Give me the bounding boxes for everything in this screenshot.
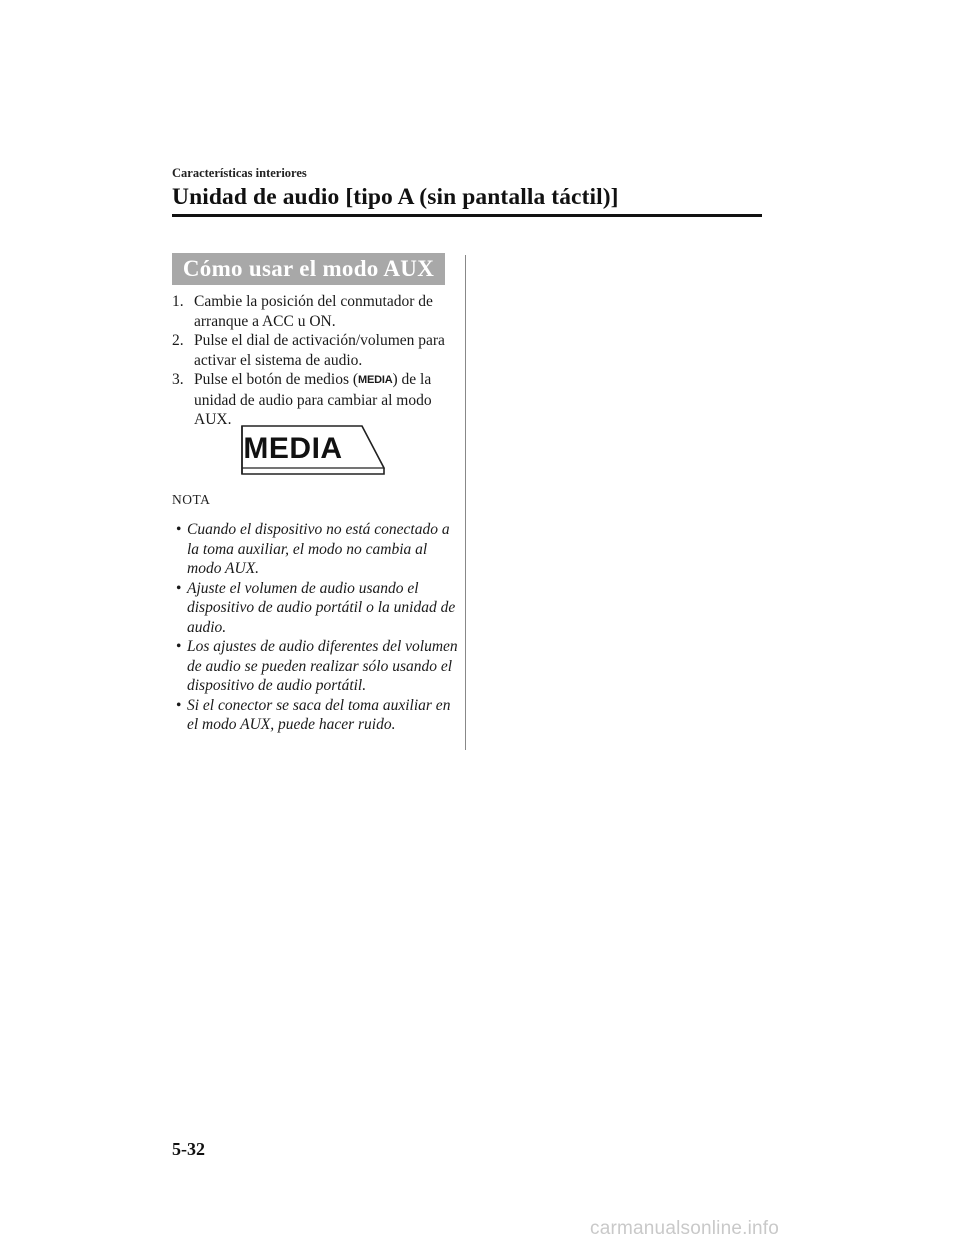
bullet-icon: • bbox=[176, 696, 182, 714]
media-inline-icon: MEDIA bbox=[358, 374, 393, 386]
watermark: carmanualsonline.info bbox=[590, 1218, 780, 1239]
step-text-before: Pulse el botón de medios ( bbox=[194, 371, 359, 388]
step-number: 1. bbox=[172, 293, 184, 310]
media-button-label: MEDIA bbox=[243, 432, 343, 465]
step-item bbox=[172, 292, 457, 331]
step-item bbox=[172, 370, 457, 430]
nota-item bbox=[176, 579, 461, 638]
step-number: 2. bbox=[172, 332, 184, 349]
nota-text: Los ajustes de audio diferentes del volumen de audio se pueden realizar sólo usando el dispositivo de audio portátil. bbox=[187, 638, 458, 694]
step-item bbox=[172, 331, 457, 370]
bullet-icon: • bbox=[176, 579, 182, 597]
media-button-icon bbox=[228, 424, 388, 482]
nota-text: Cuando el dispositivo no está conectado a la toma auxiliar, el modo no cambia al modo AUX. bbox=[187, 521, 450, 577]
step-number: 3. bbox=[172, 371, 184, 388]
section-header: Cómo usar el modo AUX bbox=[172, 253, 445, 285]
nota-text: Si el conector se saca del toma auxiliar en el modo AUX, puede hacer ruido. bbox=[187, 696, 451, 733]
step-text: Cambie la posición del conmutador de arranque a ACC u ON. bbox=[194, 293, 433, 330]
nota-label: NOTA bbox=[172, 492, 211, 507]
title-rule bbox=[172, 214, 762, 217]
step-text: Pulse el dial de activación/volumen para activar el sistema de audio. bbox=[194, 332, 445, 369]
step-text-after: ) de la unidad de audio para cambiar al modo AUX. bbox=[194, 371, 432, 428]
steps-list bbox=[172, 292, 457, 430]
page-number: 5-32 bbox=[172, 1139, 205, 1159]
bullet-icon: • bbox=[176, 638, 182, 655]
nota-text: Ajuste el volumen de audio usando el dispositivo de audio portátil o la unidad de audio. bbox=[187, 579, 456, 636]
chapter-label: Características interiores bbox=[172, 166, 307, 180]
nota-item bbox=[176, 520, 461, 579]
nota-list bbox=[176, 520, 461, 735]
page-title: Unidad de audio [tipo A (sin pantalla táctil)] bbox=[172, 184, 619, 210]
column-divider bbox=[465, 255, 466, 750]
nota-item bbox=[176, 637, 461, 696]
nota-item bbox=[176, 696, 461, 735]
bullet-icon: • bbox=[176, 521, 182, 538]
